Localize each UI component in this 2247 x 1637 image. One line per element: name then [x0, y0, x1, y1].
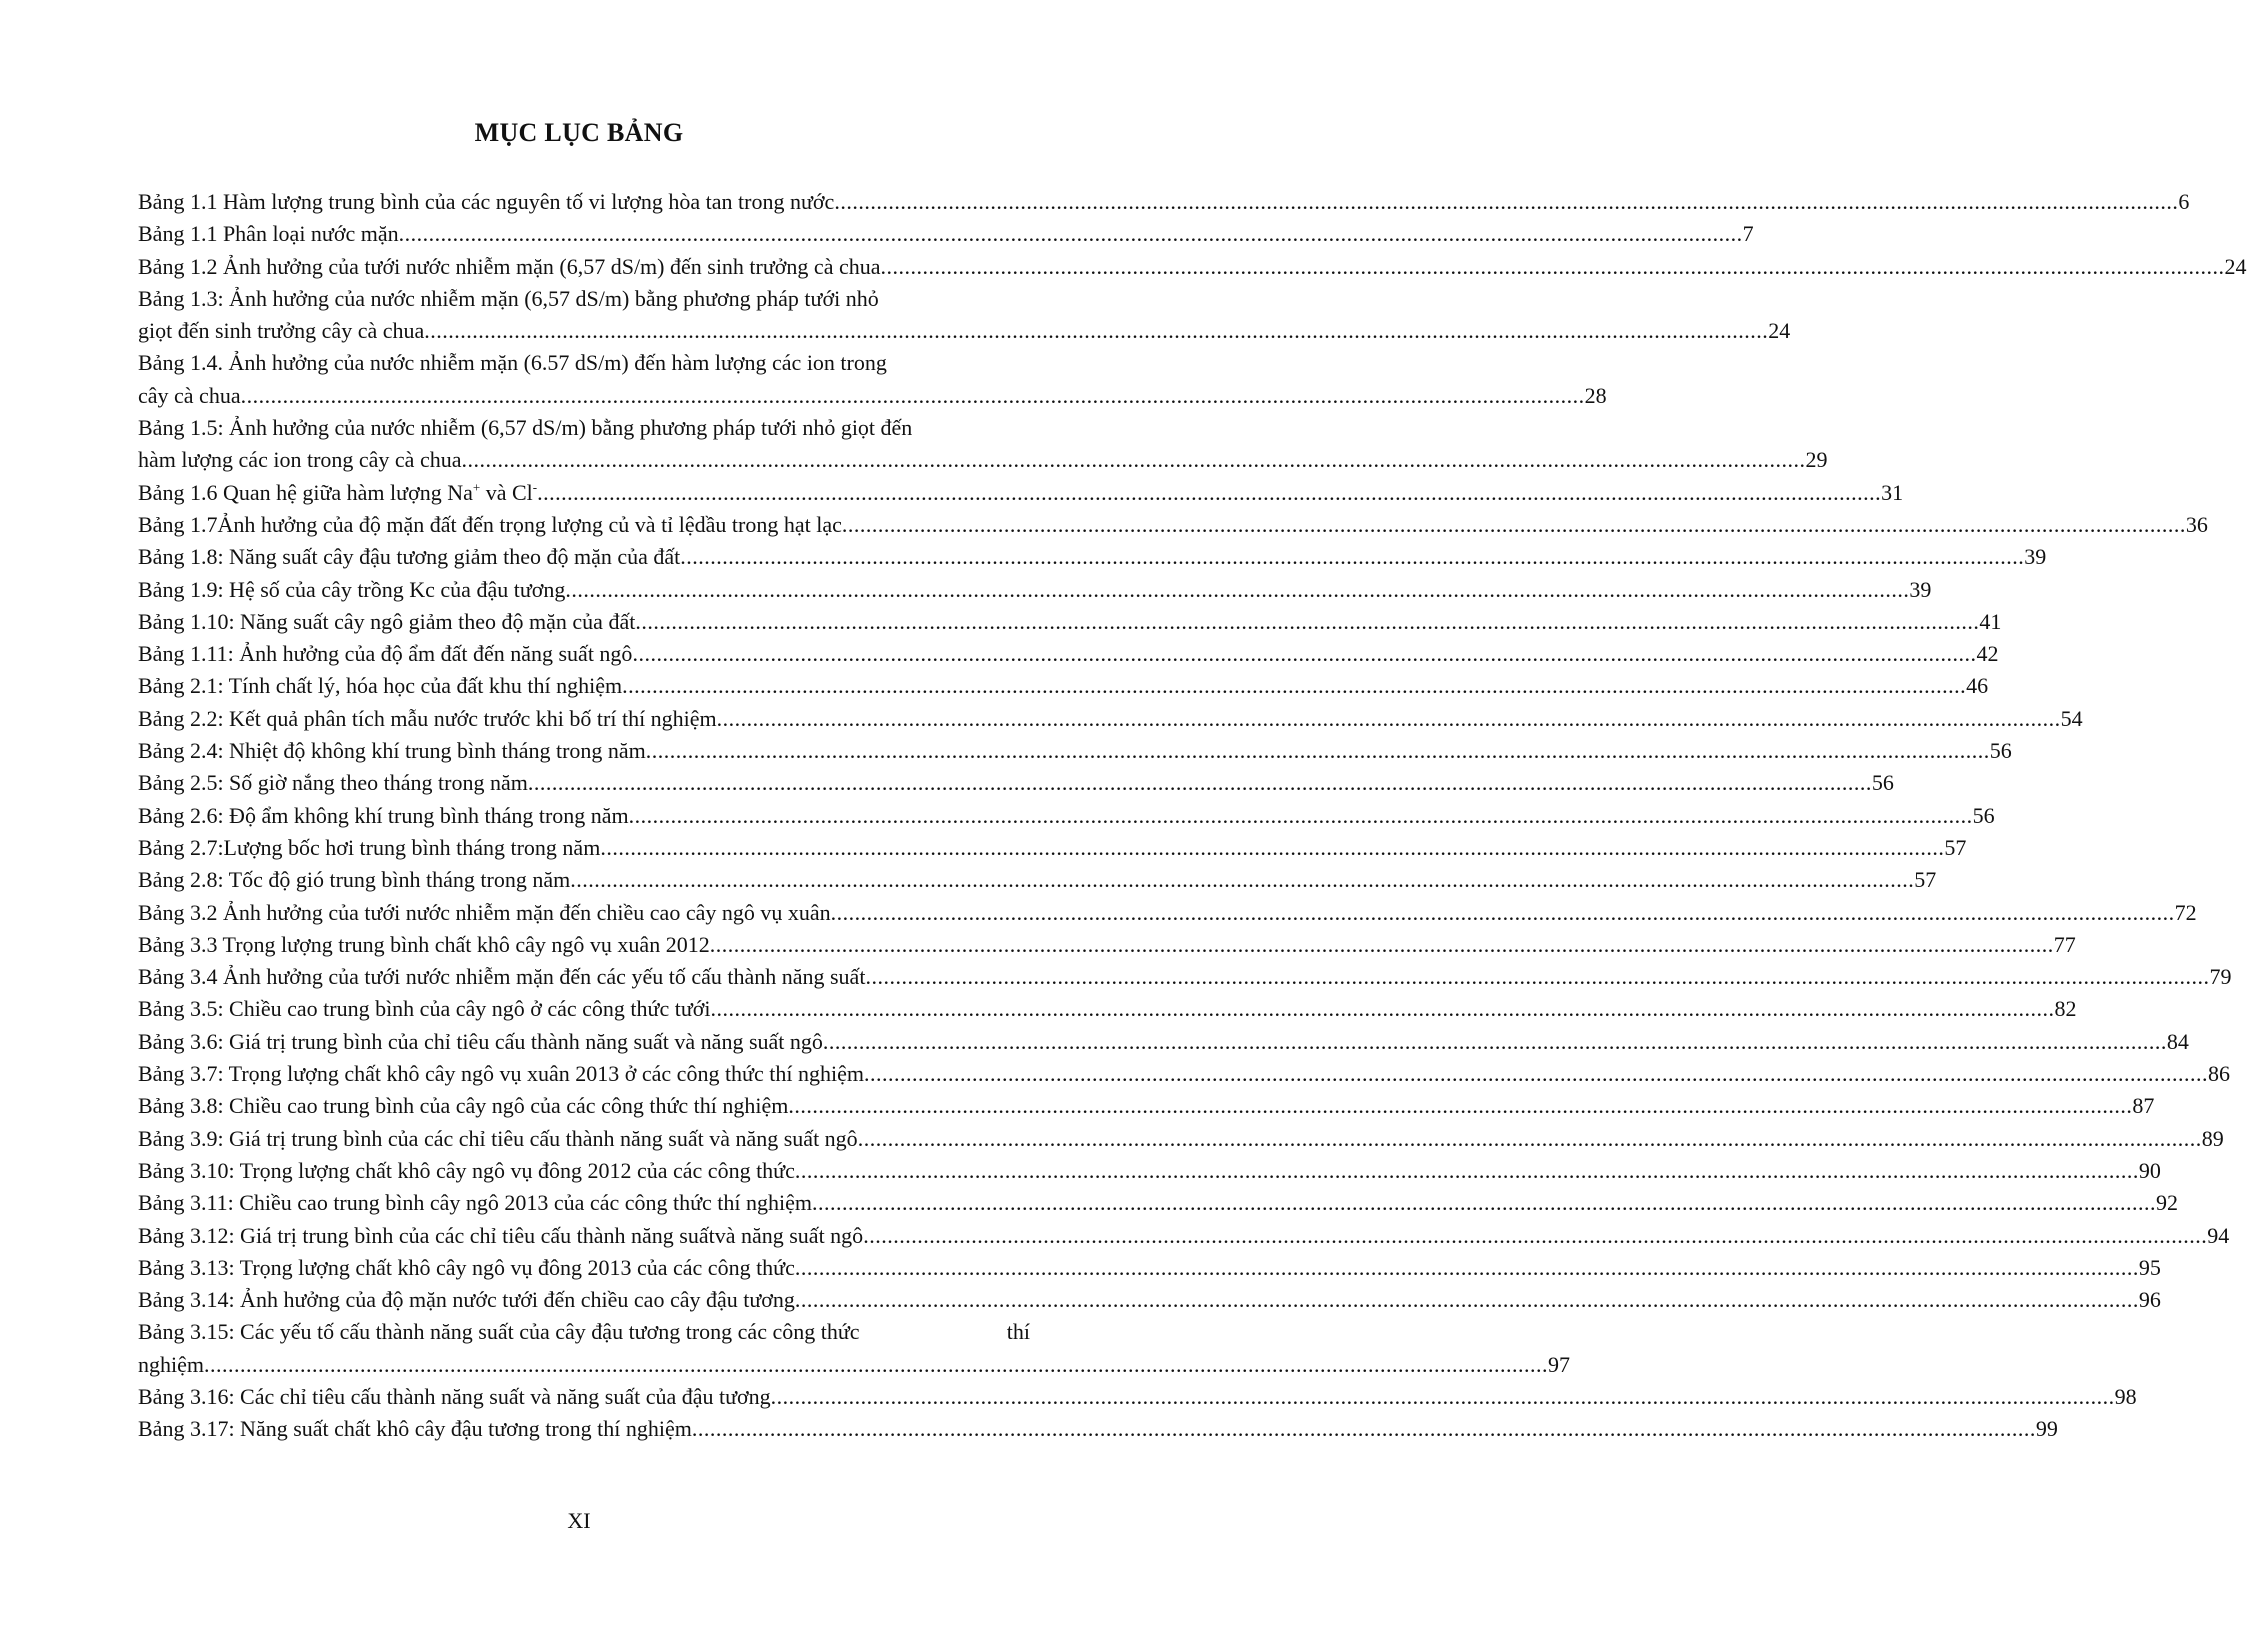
page-ref: 29 — [1805, 447, 1828, 473]
page-ref: 39 — [2024, 544, 2047, 570]
toc-entry[interactable]: Bảng 1.9: Hệ số của cây trồng Kc của đậu tương ..... 39 — [138, 574, 1030, 606]
toc-entry[interactable]: Bảng 2.6: Độ ẩm không khí trung bình tháng trong năm ..... 56 — [138, 800, 1030, 832]
page-ref: 98 — [2114, 1383, 2137, 1409]
toc-entry[interactable]: Bảng 3.5: Chiều cao trung bình của cây ngô ở các công thức tưới ..... 82 — [138, 993, 1030, 1025]
page-ref: 72 — [2174, 899, 2197, 925]
page-ref: 90 — [2138, 1157, 2161, 1183]
toc-entry[interactable]: Bảng 1.10: Năng suất cây ngô giảm theo độ mặn của đất ..... 41 — [138, 606, 1030, 638]
page-ref: 94 — [2207, 1222, 2230, 1248]
toc-entry[interactable]: Bảng 3.16: Các chỉ tiêu cấu thành năng suất và năng suất của đậu tương ..... 98 — [138, 1381, 1030, 1413]
toc-entry[interactable]: Bảng 1.5: Ảnh hưởng của nước nhiễm (6,57 dS/m) bằng phương pháp tưới nhỏ giọt đến hàm lượng các ion trong cây cà chua ..... 29 — [138, 412, 1030, 477]
toc-entry[interactable]: Bảng 3.6: Giá trị trung bình của chỉ tiêu cấu thành năng suất và năng suất ngô ..... 84 — [138, 1026, 1030, 1058]
page-ref: 99 — [2035, 1416, 2058, 1442]
page-ref: 57 — [1944, 834, 1967, 860]
page-ref: 57 — [1914, 867, 1937, 893]
page-ref: 24 — [2224, 253, 2247, 279]
toc-entry[interactable]: Bảng 2.7:Lượng bốc hơi trung bình tháng trong năm ..... 57 — [138, 832, 1030, 864]
toc-entry[interactable]: Bảng 2.2: Kết quả phân tích mẫu nước trước khi bố trí thí nghiệm ..... 54 — [138, 703, 1030, 735]
page-ref: 42 — [1976, 641, 1999, 667]
toc-entry[interactable]: Bảng 3.14: Ảnh hưởng của độ mặn nước tưới đến chiều cao cây đậu tương ..... 96 — [138, 1284, 1030, 1316]
toc-entry[interactable]: Bảng 3.11: Chiều cao trung bình cây ngô 2013 của các công thức thí nghiệm ..... 92 — [138, 1187, 1030, 1219]
toc-entry[interactable]: Bảng 3.8: Chiều cao trung bình của cây ngô của các công thức thí nghiệm ..... 87 — [138, 1090, 1030, 1122]
page-ref: 56 — [1989, 738, 2012, 764]
table-of-tables — [138, 186, 2247, 1446]
page-ref: 56 — [1972, 802, 1995, 828]
page-ref: 89 — [2201, 1125, 2224, 1151]
page-ref: 54 — [2060, 705, 2083, 731]
page-ref: 7 — [1742, 221, 1754, 247]
page-ref: 96 — [2138, 1287, 2161, 1313]
toc-entry[interactable]: Bảng 3.12: Giá trị trung bình của các chỉ tiêu cấu thành năng suấtvà năng suất ngô ..... 94 — [138, 1220, 1030, 1252]
toc-entry[interactable]: Bảng 1.11: Ảnh hưởng của độ ẩm đất đến năng suất ngô ..... 42 — [138, 638, 1030, 670]
toc-entry[interactable]: Bảng 2.1: Tính chất lý, hóa học của đất khu thí nghiệm ..... 46 — [138, 670, 1030, 702]
toc-entry[interactable]: Bảng 1.8: Năng suất cây đậu tương giảm theo độ mặn của đất ..... 39 — [138, 541, 1030, 573]
toc-entry[interactable]: Bảng 1.6 Quan hệ giữa hàm lượng Na+ và Cl- ..... 31 — [138, 477, 1030, 509]
page-ref: 36 — [2185, 511, 2208, 537]
toc-entry[interactable]: Bảng 3.2 Ảnh hưởng của tưới nước nhiễm mặn đến chiều cao cây ngô vụ xuân ..... 72 — [138, 897, 1030, 929]
page-ref: 56 — [1871, 770, 1894, 796]
page-number: XI — [567, 1508, 591, 1533]
page-ref: 86 — [2207, 1061, 2230, 1087]
toc-entry[interactable]: Bảng 3.3 Trọng lượng trung bình chất khô cây ngô vụ xuân 2012 ..... 77 — [138, 929, 1030, 961]
page-ref: 39 — [1909, 576, 1932, 602]
page-ref: 77 — [2053, 931, 2076, 957]
page-ref: 6 — [2178, 189, 2190, 214]
toc-entry[interactable]: Bảng 1.2 Ảnh hưởng của tưới nước nhiễm mặn (6,57 dS/m) đến sinh trưởng cà chua ..... 24 — [138, 251, 1030, 283]
page-ref: 79 — [2209, 964, 2232, 990]
page-ref: 97 — [1548, 1351, 1570, 1377]
page-ref: 28 — [1584, 382, 1607, 408]
toc-entry[interactable]: Bảng 2.5: Số giờ nắng theo tháng trong năm ..... 56 — [138, 767, 1030, 799]
page-ref: 46 — [1966, 673, 1989, 699]
toc-entry[interactable]: Bảng 3.9: Giá trị trung bình của các chỉ tiêu cấu thành năng suất và năng suất ngô ..... 89 — [138, 1123, 1030, 1155]
toc-entry[interactable]: Bảng 1.3: Ảnh hưởng của nước nhiễm mặn (6,57 dS/m) bằng phương pháp tưới nhỏ giọt đến sinh trưởng cây cà chua ..... 24 — [138, 283, 1030, 348]
toc-entry[interactable]: Bảng 1.1 Phân loại nước mặn ..... 7 — [138, 218, 1030, 250]
toc-entry[interactable]: Bảng 1.7Ảnh hưởng của độ mặn đất đến trọng lượng củ và tỉ lệdầu trong hạt lạc ..... 36 — [138, 509, 1030, 541]
toc-entry[interactable]: Bảng 3.17: Năng suất chất khô cây đậu tương trong thí nghiệm ..... 99 — [138, 1413, 1030, 1445]
page-ref: 95 — [2138, 1254, 2161, 1280]
toc-entry[interactable]: Bảng 1.4. Ảnh hưởng của nước nhiễm mặn (6.57 dS/m) đến hàm lượng các ion trong cây cà chua ..... 28 — [138, 347, 1030, 412]
toc-entry[interactable]: Bảng 2.4: Nhiệt độ không khí trung bình tháng trong năm ..... 56 — [138, 735, 1030, 767]
toc-entry[interactable]: Bảng 3.10: Trọng lượng chất khô cây ngô vụ đông 2012 của các công thức ..... 90 — [138, 1155, 1030, 1187]
page-ref: 24 — [1768, 318, 1791, 344]
page-ref: 41 — [1979, 608, 2002, 634]
toc-entry[interactable]: Bảng 3.15: Các yếu tố cấu thành năng suất của cây đậu tương trong các công thức thí nghiệm ..... 97 — [138, 1316, 1030, 1381]
toc-entry[interactable]: Bảng 3.13: Trọng lượng chất khô cây ngô vụ đông 2013 của các công thức ..... 95 — [138, 1252, 1030, 1284]
toc-entry[interactable]: Bảng 2.8: Tốc độ gió trung bình tháng trong năm ..... 57 — [138, 864, 1030, 896]
page-title: MỤC LỤC BẢNG — [474, 118, 684, 147]
page-ref: 84 — [2166, 1028, 2189, 1054]
toc-entry[interactable]: Bảng 1.1 Hàm lượng trung bình của các nguyên tố vi lượng hòa tan trong nước ..... 6 — [138, 186, 1030, 218]
page-ref: 92 — [2156, 1190, 2178, 1216]
page-ref: 82 — [2054, 996, 2077, 1022]
toc-entry[interactable]: Bảng 3.7: Trọng lượng chất khô cây ngô vụ xuân 2013 ở các công thức thí nghiệm ..... 86 — [138, 1058, 1030, 1090]
page-ref: 31 — [1881, 479, 1904, 505]
toc-entry[interactable]: Bảng 3.4 Ảnh hưởng của tưới nước nhiễm mặn đến các yếu tố cấu thành năng suất ..... 79 — [138, 961, 1030, 993]
page-ref: 87 — [2132, 1093, 2155, 1119]
